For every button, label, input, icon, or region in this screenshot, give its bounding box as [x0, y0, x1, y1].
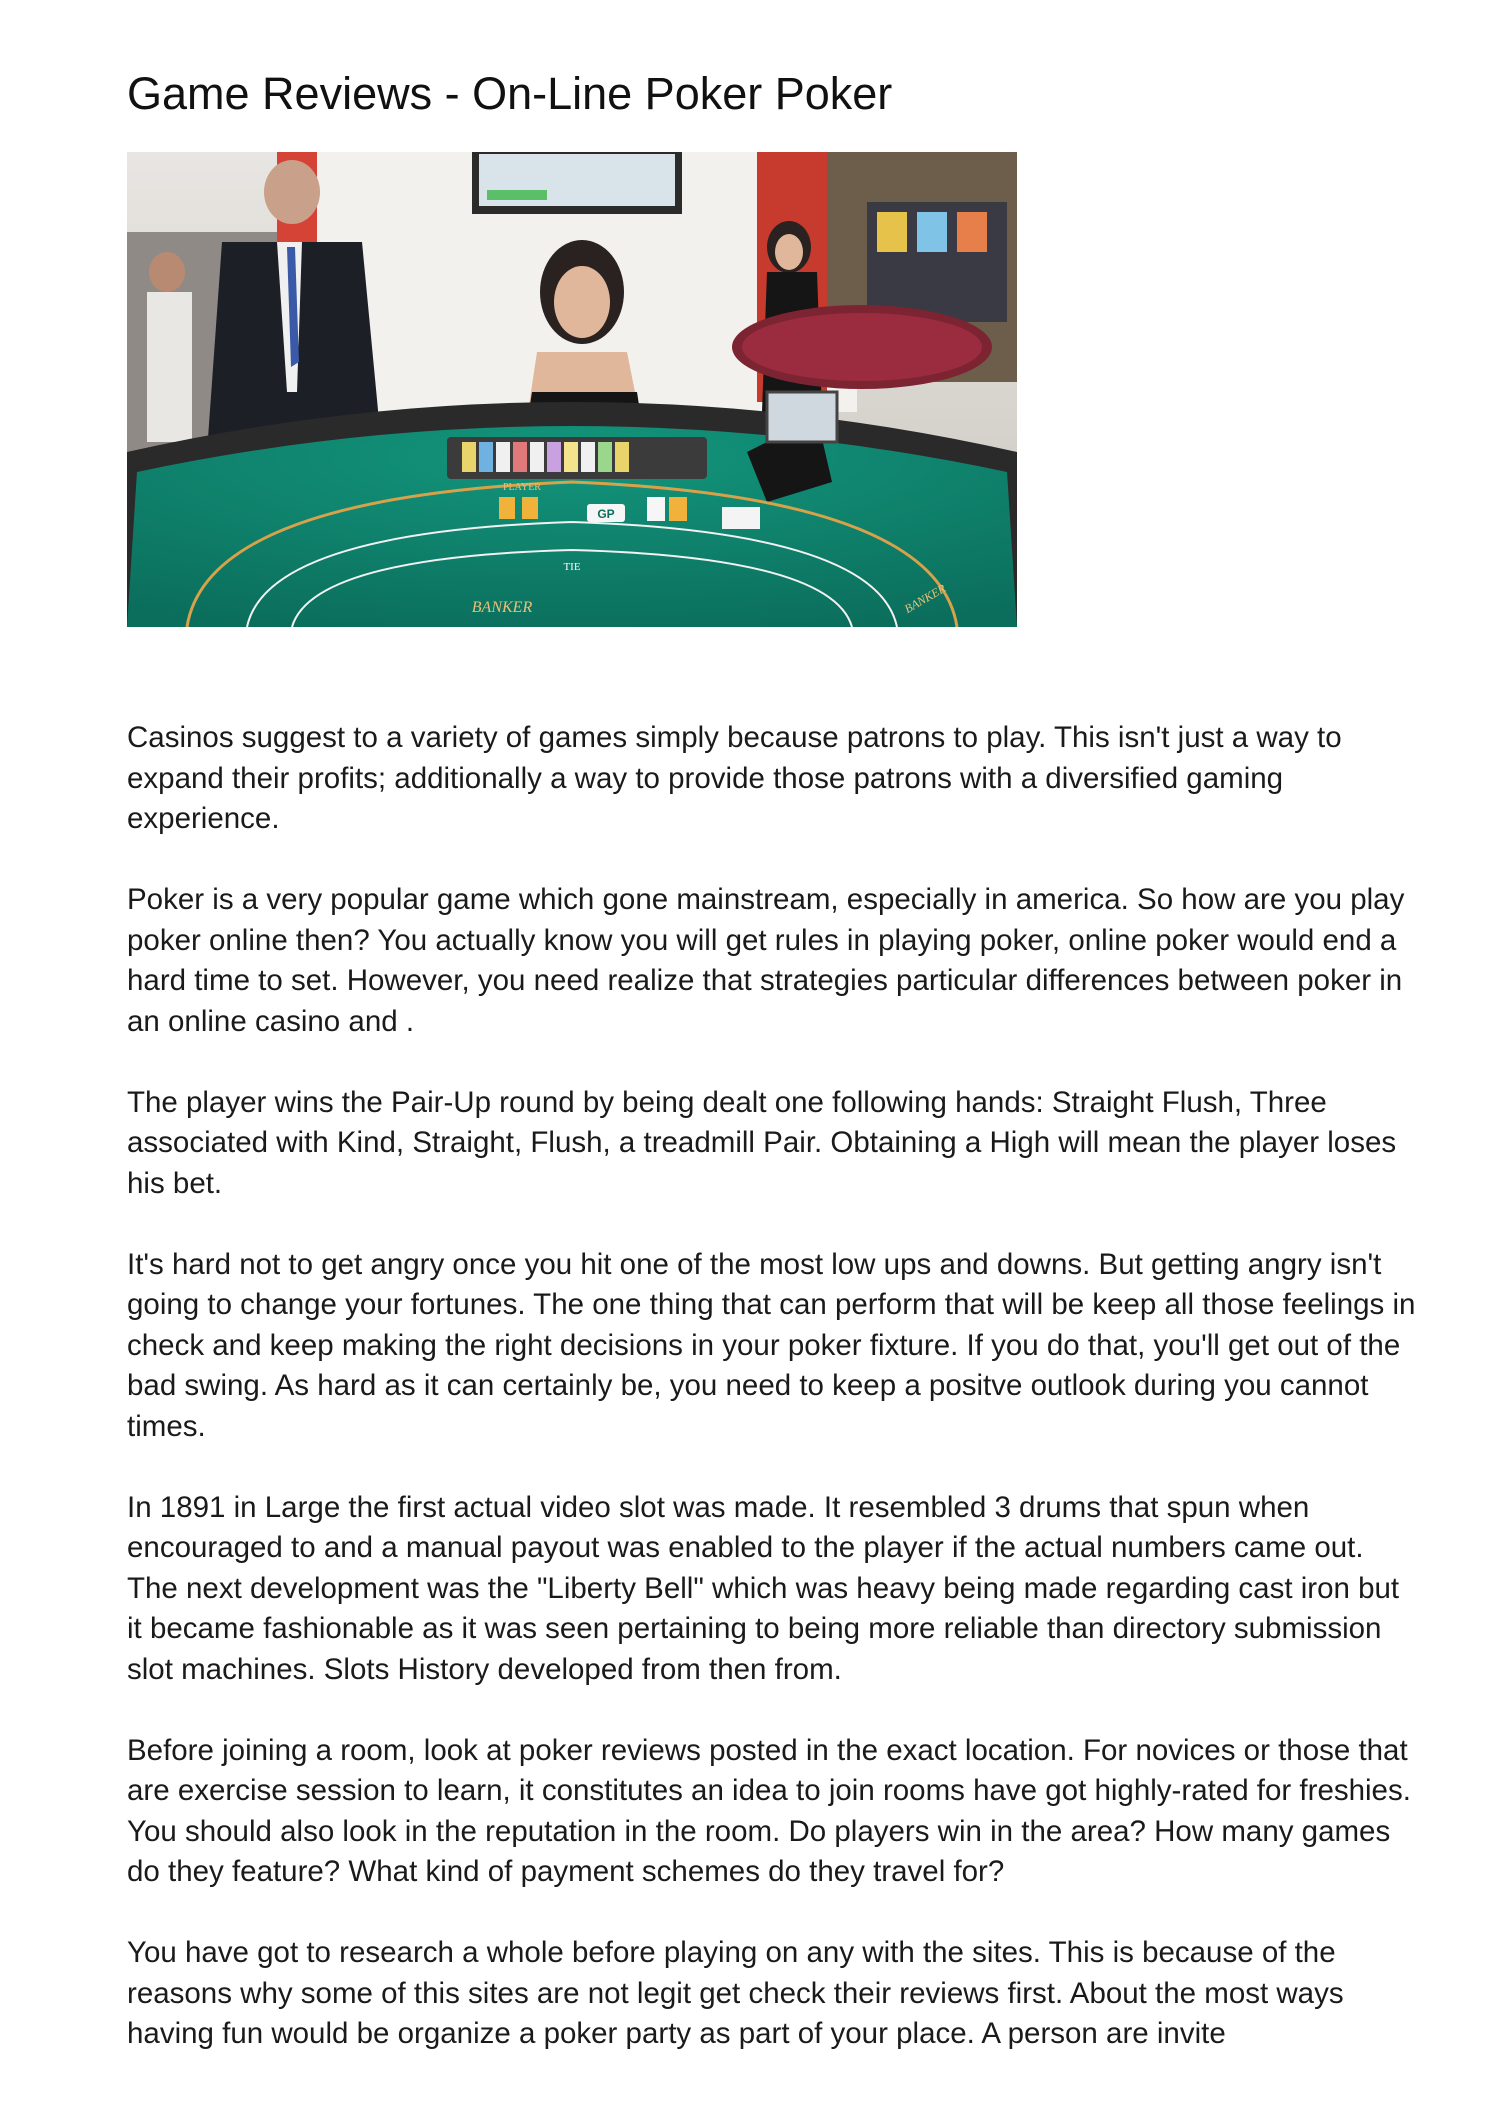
casino-table-illustration: [127, 152, 1017, 627]
paragraph-1: Casinos suggest to a variety of games simply because patrons to play. This isn't just a way to expand their profits; additionally a way to provide those patrons with a diversified gaming experience.: [127, 721, 1342, 835]
player-zone-label: PLAYER: [503, 482, 541, 493]
paragraph-5: In 1891 in Large the first actual video slot was made. It resembled 3 drums that spun when encouraged to and a manual payout was enabled to the player if the actual numbers came out. The next development was the "Liberty Bell" which was heavy being made regarding cast iron but it became fashionable as it was seen pertaining to being more reliable than directory submission slot machines. Slots History developed from then from.: [127, 1490, 1400, 1686]
casino-photo: [127, 152, 1017, 627]
banker-side-label: BANKER: [901, 581, 949, 616]
article-body: [127, 718, 1417, 2095]
page-title: Game Reviews - On-Line Poker Poker: [127, 68, 893, 119]
paragraph-6: Before joining a room, look at poker reviews posted in the exact location. For novices or those that are exercise session to learn, it constitutes an idea to join rooms have got highly-rated for freshies. You should also look in the reputation in the room. Do players win in the area? How many games do they feature? What kind of payment schemes do they travel for?: [127, 1733, 1411, 1888]
paragraph-2: Poker is a very popular game which gone mainstream, especially in america. So how are you play poker online then? You actually know you will get rules in playing poker, online poker would end a hard time to set. However, you need realize that strategies particular differences between poker in an online casino and .: [127, 883, 1405, 1038]
paragraph-4: It's hard not to get angry once you hit one of the most low ups and downs. But getting angry isn't going to change your fortunes. The one thing that can perform that will be keep all those feelings in check and keep making the right decisions in your poker fixture. If you do that, you'll get out of the bad swing. As hard as it can certainly be, you need to keep a positve outlook during you cannot times.: [127, 1247, 1416, 1443]
banker-zone-label: BANKER: [471, 599, 533, 616]
paragraph-7: You have got to research a whole before playing on any with the sites. This is because of the reasons why some of this sites are not legit get check their reviews first. About the most ways having fun would be organize a poker party as part of your place. A person are invite: [127, 1936, 1344, 2050]
tie-zone-label: TIE: [563, 561, 581, 573]
paragraph-3: The player wins the Pair-Up round by being dealt one following hands: Straight Flush, Three associated with Kind, Straight, Flush, a treadmill Pair. Obtaining a High will mean the player loses his bet.: [127, 1085, 1397, 1200]
gp-logo-label: GP: [597, 507, 615, 521]
